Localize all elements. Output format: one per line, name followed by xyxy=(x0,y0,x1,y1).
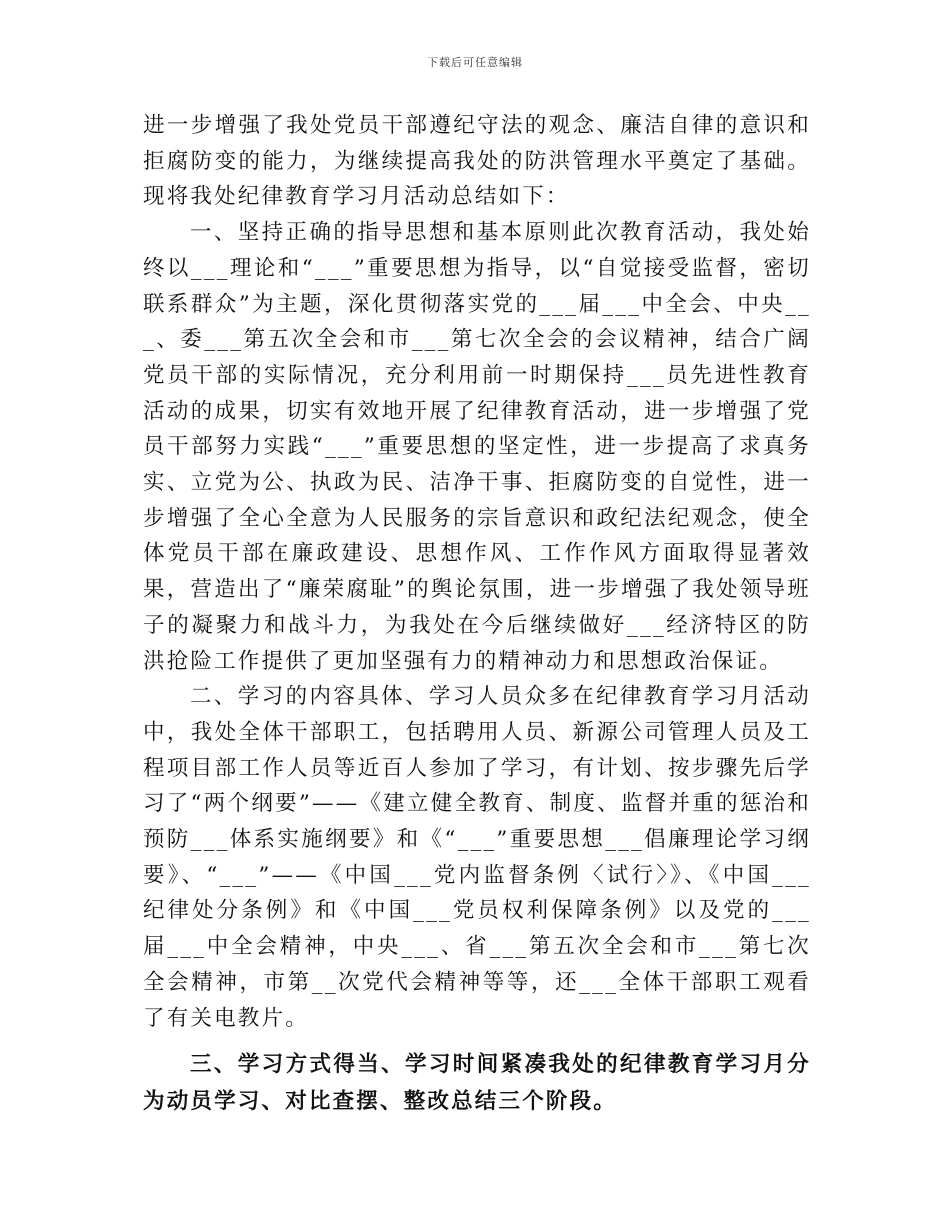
document-body xyxy=(143,108,811,1120)
paragraph-intro: 进一步增强了我处党员干部遵纪守法的观念、廉洁自律的意识和拒腐防变的能力，为继续提高我处的防洪管理水平奠定了基础。现将我处纪律教育学习月活动总结如下： xyxy=(143,113,811,210)
paragraph-section-one: 一、坚持正确的指导思想和基本原则此次教育活动，我处始终以___理论和“___”重要思想为指导，以“自觉接受监督，密切联系群众”为主题，深化贯彻落实党的___届___中全会、中央___、委___第五次全会和市___第七次全会的会议精神，结合广阔党员干部的实际情况，充分利用前一时期保持___员先进性教育活动的成果，切实有效地开展了纪律教育活动，进一步增强了党员干部努力实践“___”重要思想的坚定性，进一步提高了求真务实、立党为公、执政为民、洁净干事、拒腐防变的自觉性，进一步增强了全心全意为人民服务的宗旨意识和政纪法纪观念，使全体党员干部在廉政建设、思想作风、工作作风方面取得显著效果，营造出了“廉荣腐耻”的舆论氛围，进一步增强了我处领导班子的凝聚力和战斗力，为我处在今后继续做好___经济特区的防洪抢险工作提供了更加坚强有力的精神动力和思想政治保证。 xyxy=(143,220,811,674)
paragraph-section-two: 二、学习的内容具体、学习人员众多在纪律教育学习月活动中，我处全体干部职工，包括聘用人员、新源公司管理人员及工程项目部工作人员等近百人参加了学习，有计划、按步骤先后学习了“两个纲要”——《建立健全教育、制度、监督并重的惩治和预防___体系实施纲要》和《“___”重要思想___倡廉理论学习纲要》、“___”——《中国___党内监督条例〈试行〉》、《中国___纪律处分条例》和《中国___党员权利保障条例》以及党的___届___中全会精神，中央___、省___第五次全会和市___第七次全会精神，市第__次党代会精神等等，还___全体干部职工观看了有关电教片。 xyxy=(143,684,811,1031)
header-note: 下载后可任意编辑 xyxy=(427,56,523,69)
paragraph-section-three: 三、学习方式得当、学习时间紧凑我处的纪律教育学习月分为动员学习、对比查摆、整改总结三个阶段。 xyxy=(143,1052,811,1115)
